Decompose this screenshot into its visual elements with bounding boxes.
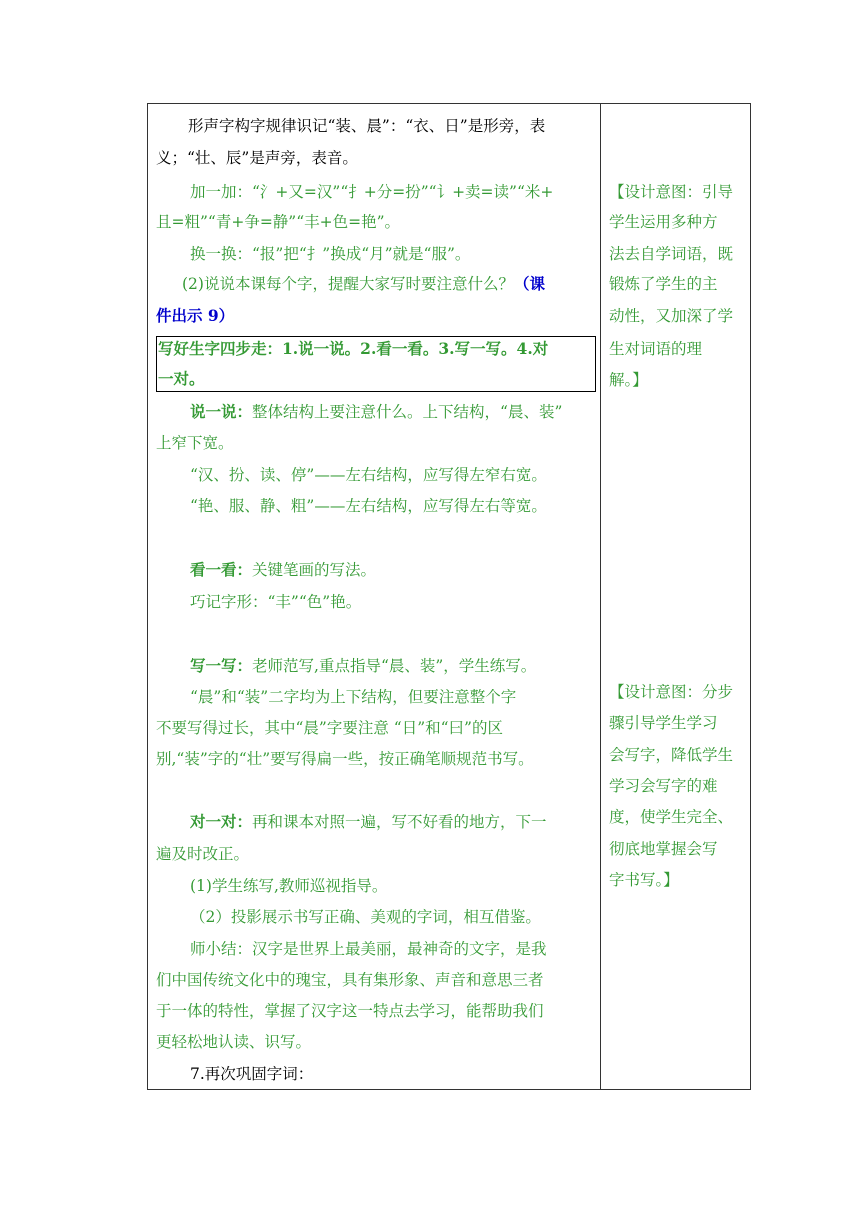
- paragraph-line: 更轻松地认读、识写。: [156, 1033, 312, 1051]
- step-text: 老师范写,重点指导“晨、装”，学生练写。: [252, 657, 537, 675]
- paragraph-line: 巧记字形：“丰”“色”艳。: [190, 593, 362, 611]
- paragraph-line: 于一体的特性，掌握了汉字这一特点去学习，能帮助我们: [156, 1002, 544, 1020]
- paragraph-line: 们中国传统文化中的瑰宝，具有集形象、声音和意思三者: [156, 971, 544, 989]
- paragraph-line: 形声字构字规律识记“装、晨”：“衣、日”是形旁，表: [188, 117, 546, 135]
- step-text: 关键笔画的写法。: [252, 561, 377, 579]
- paragraph-line: 遍及时改正。: [156, 845, 250, 863]
- step-label: 说一说：: [190, 402, 253, 421]
- boxed-line: 写好生字四步走：1.说一说。2.看一看。3.写一写。4.对: [158, 339, 549, 358]
- question-text: (2)说说本课每个字，提醒大家写时要注意什么？: [182, 275, 514, 293]
- design-note-line: 学生运用多种方: [609, 213, 718, 231]
- step-text: 再和课本对照一遍，写不好看的地方，下一: [252, 813, 547, 831]
- paragraph-line: [190, 560, 376, 580]
- design-note-line: 锻炼了学生的主: [609, 275, 718, 293]
- paragraph-line: 换一换：“报”把“扌”换成“月”就是“服”。: [190, 245, 471, 263]
- design-note-line: 法去自学词语，既: [609, 245, 734, 263]
- paragraph-line: 且=粗”“青+争=静”“丰+色=艳”。: [156, 213, 401, 231]
- paragraph-line: “汉、扮、读、停”——左右结构，应写得左窄右宽。: [190, 466, 547, 484]
- paragraph-line: （2）投影展示书写正确、美观的字词，相互借鉴。: [190, 908, 541, 926]
- design-note-line: 【设计意图：引导: [609, 183, 734, 201]
- design-note-line: 彻底地掌握会写: [609, 840, 718, 858]
- step-label: 看一看：: [190, 560, 253, 579]
- design-note-line: 会写字，降低学生: [609, 746, 734, 764]
- design-note-line: 字书写。】: [609, 871, 679, 889]
- design-note-line: 度，使学生完全、: [609, 808, 734, 826]
- design-note-line: 动性，又加深了学: [609, 307, 734, 325]
- design-note-line: 学习会写字的难: [609, 777, 718, 795]
- paragraph-line: 加一加：“氵+又=汉”“扌+分=扮”“讠+卖=读”“米+: [190, 183, 554, 201]
- step-label: 对一对：: [190, 812, 253, 831]
- paragraph-line: [182, 274, 545, 294]
- paragraph-line: 上窄下宽。: [156, 434, 234, 452]
- column-divider: [600, 104, 601, 1089]
- paragraph-line: (1)学生练写,教师巡视指导。: [190, 877, 388, 895]
- courseware-note: 件出示 9）: [156, 306, 235, 325]
- paragraph-line: “晨”和“装”二字均为上下结构，但要注意整个字: [190, 688, 517, 706]
- design-note-line: 生对词语的理: [609, 340, 703, 358]
- step-label: 写一写：: [190, 656, 253, 675]
- paragraph-line: 别,“装”字的“壮”要写得扁一些，按正确笔顺规范书写。: [156, 750, 534, 768]
- paragraph-line: [190, 656, 536, 676]
- design-note-line: 骤引导学生学习: [609, 714, 718, 732]
- step-text: 整体结构上要注意什么。上下结构，“晨、装”: [252, 403, 563, 421]
- paragraph-line: [190, 812, 547, 832]
- paragraph-line: 义；“壮、辰”是声旁，表音。: [156, 149, 358, 167]
- paragraph-line: “艳、服、静、粗”——左右结构，应写得左右等宽。: [190, 497, 547, 515]
- paragraph-line: 7.再次巩固字词：: [190, 1065, 314, 1083]
- design-note-line: 解。】: [609, 371, 648, 389]
- lesson-table: [147, 103, 751, 1090]
- paragraph-line: 师小结：汉字是世界上最美丽，最神奇的文字，是我: [190, 940, 547, 958]
- boxed-line: 一对。: [158, 369, 205, 388]
- paragraph-line: 不要写得过长，其中“晨”字要注意 “日”和“曰”的区: [156, 719, 503, 737]
- design-note-line: 【设计意图：分步: [609, 683, 734, 701]
- paragraph-line: [190, 402, 562, 422]
- courseware-note: （课: [513, 274, 545, 293]
